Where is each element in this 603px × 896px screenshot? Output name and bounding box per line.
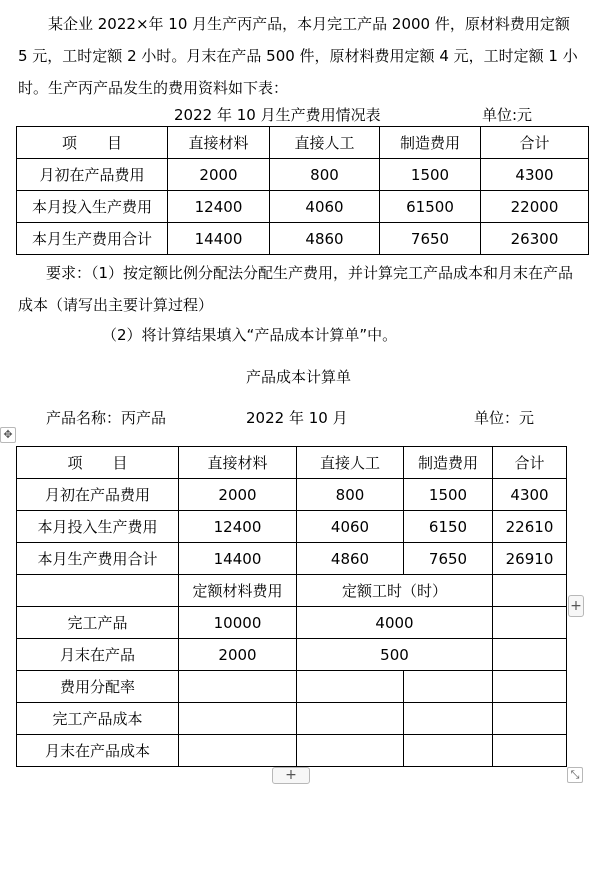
cell: 4300 [481,159,589,191]
cell[interactable] [493,671,567,703]
cell [493,639,567,671]
cell: 4000 [297,607,493,639]
table-row [17,511,567,543]
cell: 800 [270,159,380,191]
cell [493,607,567,639]
resize-icon[interactable]: ⤡ [567,767,583,783]
header-total: 合计 [493,447,567,479]
row-label: 费用分配率 [17,671,179,703]
product-name: 产品名称：丙产品 [46,409,167,427]
row-label: 本月投入生产费用 [17,511,179,543]
cell[interactable] [179,735,297,767]
requirement-2: （2）将计算结果填入“产品成本计算单”中。 [102,326,398,344]
header-material: 直接材料 [179,447,297,479]
cell: 22610 [493,511,567,543]
table-row [17,671,567,703]
header-overhead: 制造费用 [380,127,481,159]
cell [493,575,567,607]
cell[interactable] [404,735,493,767]
product-cost-sheet-table [16,446,567,767]
cost-sheet-title: 产品成本计算单 [246,368,352,386]
table-row [17,191,589,223]
row-label: 月末在产品 [17,639,179,671]
table1-unit: 单位:元 [482,106,533,124]
quota-header-row [17,575,567,607]
cell: 4860 [270,223,380,255]
cell[interactable] [493,735,567,767]
cell[interactable] [179,671,297,703]
cell: 4860 [297,543,404,575]
production-cost-table [16,126,589,255]
table-row [17,479,567,511]
add-row-icon[interactable]: + [272,767,310,784]
table-row [17,223,589,255]
cell: 500 [297,639,493,671]
cell: 2000 [168,159,270,191]
header-material: 直接材料 [168,127,270,159]
header-item: 项 目 [17,447,179,479]
row-label: 完工产品 [17,607,179,639]
cell: 10000 [179,607,297,639]
cell: 2000 [179,639,297,671]
table-row [17,703,567,735]
header-labor: 直接人工 [297,447,404,479]
move-icon[interactable]: ✥ [0,427,16,443]
quota-material-header: 定额材料费用 [179,575,297,607]
header-overhead: 制造费用 [404,447,493,479]
cell: 14400 [179,543,297,575]
table1-title: 2022 年 10 月生产费用情况表 [174,106,381,124]
requirement-1: 要求：（1）按定额比例分配法分配生产费用，并计算完工产品成本和月末在产品成本（请写出主要计算过程） [18,264,574,314]
header-labor: 直接人工 [270,127,380,159]
row-label: 月初在产品费用 [17,479,179,511]
table-row [17,159,589,191]
cell[interactable] [297,671,404,703]
cell: 6150 [404,511,493,543]
cell: 14400 [168,223,270,255]
cell: 1500 [380,159,481,191]
cell: 7650 [380,223,481,255]
cell[interactable] [493,703,567,735]
cell: 12400 [168,191,270,223]
cell[interactable] [404,703,493,735]
table-row [17,607,567,639]
cell: 22000 [481,191,589,223]
cell[interactable] [404,671,493,703]
quota-hours-header: 定额工时（时） [297,575,493,607]
cell[interactable] [179,703,297,735]
table-header-row [17,447,567,479]
table-header-row [17,127,589,159]
table-row [17,639,567,671]
cell [17,575,179,607]
cell[interactable] [297,703,404,735]
table-row [17,735,567,767]
row-label: 本月生产费用合计 [17,543,179,575]
cell: 61500 [380,191,481,223]
cost-sheet-date: 2022 年 10 月 [246,409,348,427]
row-label: 月末在产品成本 [17,735,179,767]
cell: 7650 [404,543,493,575]
row-label: 完工产品成本 [17,703,179,735]
cell: 12400 [179,511,297,543]
row-label: 本月生产费用合计 [17,223,168,255]
cell: 2000 [179,479,297,511]
cell: 1500 [404,479,493,511]
cell: 800 [297,479,404,511]
header-item: 项 目 [17,127,168,159]
table-row [17,543,567,575]
row-label: 月初在产品费用 [17,159,168,191]
add-column-icon[interactable]: + [568,595,584,617]
cost-sheet-unit: 单位：元 [474,409,535,427]
intro-paragraph: 某企业 2022×年 10 月生产丙产品，本月完工产品 2000 件，原材料费用定额 5 元，工时定额 2 小时。月末在产品 500 件，原材料费用定额 4 元，工时定额 1 小时。生产丙产品发生的费用资料如下表： [18,15,578,97]
cell: 4060 [297,511,404,543]
cell[interactable] [297,735,404,767]
header-total: 合计 [481,127,589,159]
cell: 4060 [270,191,380,223]
cell: 26910 [493,543,567,575]
cell: 4300 [493,479,567,511]
cell: 26300 [481,223,589,255]
row-label: 本月投入生产费用 [17,191,168,223]
